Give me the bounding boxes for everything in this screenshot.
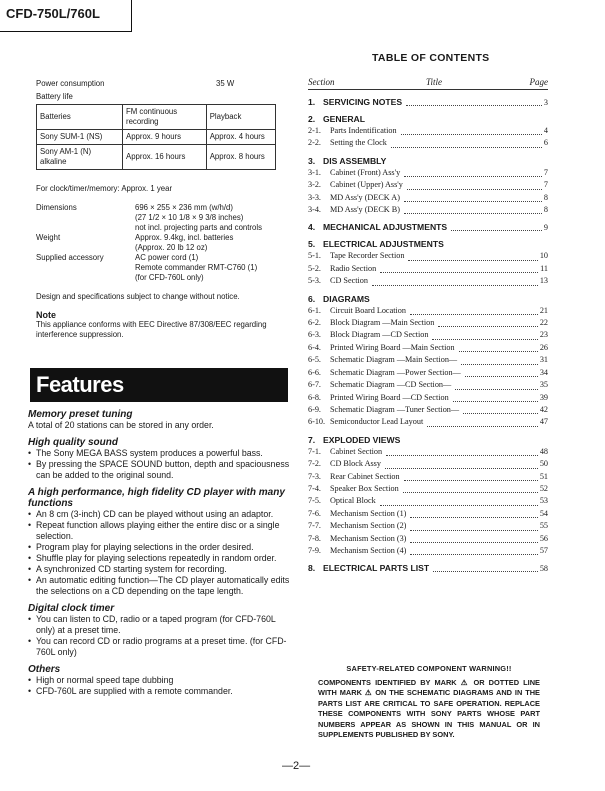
toc-section-heading [308, 222, 548, 233]
dimensions-label: Dimensions [36, 203, 77, 212]
toc-section-title: ELECTRICAL ADJUSTMENTS [323, 239, 444, 250]
toc-leader [401, 133, 542, 135]
feature-bullet: • CFD-760L are supplied with a remote commander. [28, 686, 290, 697]
toc-entry [308, 367, 548, 379]
toc-leader [410, 516, 537, 518]
power-value: 35 W [216, 79, 235, 88]
toc-leader [432, 338, 537, 340]
toc-leader [453, 400, 538, 402]
toc-page: 56 [539, 533, 548, 543]
toc-entry-number: 6-7. [308, 380, 321, 390]
toc-entry [308, 342, 548, 354]
power-row [36, 79, 288, 89]
toc-page: 26 [539, 342, 548, 352]
toc-page: 7 [543, 180, 548, 190]
toc-entry-number: 3-4. [308, 205, 321, 215]
weight-row [36, 233, 288, 253]
feature-bullet: • You can record CD or radio programs at a preset time. (for CFD-760L only) [28, 636, 290, 658]
battery-header-cell: FM continuous recording [123, 105, 207, 130]
toc-col-title: Title [426, 77, 443, 87]
battery-cell: Approx. 8 hours [206, 145, 275, 170]
note-text: This appliance conforms with EEC Directive 87/308/EEC regarding interference suppression. [36, 320, 267, 339]
toc-page: 54 [539, 508, 548, 518]
toc-entry-title: Circuit Board Location [330, 305, 406, 315]
toc-entry-title: Schematic Diagram —Tuner Section— [330, 404, 460, 414]
toc-page: 22 [539, 318, 548, 328]
feature-bullet: • A synchronized CD starting system for recording. [28, 564, 290, 575]
toc-entry [308, 545, 548, 557]
toc-page: 50 [539, 459, 548, 469]
toc-entry [308, 392, 548, 404]
battery-table-row [37, 145, 276, 170]
battery-header-cell: Batteries [37, 105, 123, 130]
toc-entry-number: 3-3. [308, 192, 321, 202]
feature-bullet: • By pressing the SPACE SOUND button, depth and spaciousness can be added to the original sound. [28, 459, 290, 481]
feature-bullet: • Shuffle play for playing selections repeatedly in random order. [28, 553, 290, 564]
feature-heading: High quality sound [28, 437, 118, 448]
toc-section-number: 2. [308, 114, 316, 124]
toc-section-number: 4. [308, 222, 316, 233]
toc-section-title: SERVICING NOTES [323, 97, 403, 107]
toc-section-heading [308, 239, 548, 250]
toc-page: 3 [543, 98, 548, 107]
features-list [28, 407, 290, 697]
toc-leader [380, 271, 538, 273]
toc-entry [308, 533, 548, 545]
toc-page: 10 [539, 251, 548, 261]
toc-entry-title: Cabinet (Upper) Ass'y [330, 180, 403, 190]
toc-entry [308, 404, 548, 416]
toc-entry-number: 6-1. [308, 305, 321, 315]
toc-leader [406, 104, 542, 106]
toc-page: 52 [539, 483, 548, 493]
toc-section-number: 5. [308, 239, 316, 250]
toc-entry [308, 354, 548, 366]
accessory-value: AC power cord (1) Remote commander RMT-C760 (1) (for CFD-760L only) [135, 253, 258, 282]
toc-leader [410, 541, 537, 543]
clock-note: For clock/timer/memory: Approx. 1 year [36, 184, 173, 193]
toc-entry-title: CD Block Assy [330, 459, 381, 469]
toc-section-heading [308, 294, 548, 305]
feature-bullet: • The Sony MEGA BASS system produces a powerful bass. [28, 448, 290, 459]
toc-entry [308, 520, 548, 532]
toc-page: 57 [539, 545, 548, 555]
toc-entry-number: 5-1. [308, 251, 321, 261]
toc-section-heading [308, 97, 548, 108]
toc-entry-title: Mechanism Section (3) [330, 533, 407, 543]
toc-page: 58 [539, 564, 548, 574]
toc-page: 4 [543, 126, 548, 135]
toc-leader [463, 412, 538, 414]
toc-leader [404, 175, 542, 177]
toc-section-title: GENERAL [323, 114, 366, 124]
toc-page: 39 [539, 392, 548, 402]
toc-leader [372, 284, 538, 286]
toc-section-number: 8. [308, 563, 316, 574]
toc-entry [308, 416, 548, 428]
toc-section-number: 1. [308, 97, 316, 107]
toc-entry-number: 6-6. [308, 367, 321, 377]
toc-page: 11 [540, 263, 548, 273]
toc-entry-number: 7-8. [308, 533, 321, 543]
toc-list [308, 93, 548, 580]
safety-title: SAFETY-RELATED COMPONENT WARNING!! [346, 664, 512, 673]
toc-entry-title: Cabinet (Front) Ass'y [330, 167, 401, 177]
toc-entry-title: Tape Recorder Section [330, 251, 405, 261]
toc-section-number: 7. [308, 434, 316, 445]
toc-entry-number: 6-10. [308, 417, 326, 427]
toc-entry-number: 6-8. [308, 392, 321, 402]
toc-entry-title: Block Diagram —Main Section [330, 318, 435, 328]
toc-entry [308, 329, 548, 341]
toc-entry-title: CD Section [330, 276, 368, 286]
toc-section-heading [308, 563, 548, 574]
toc-page: 34 [539, 367, 548, 377]
toc-entry [308, 167, 548, 179]
battery-cell: Sony SUM-1 (NS) [37, 130, 123, 145]
toc-entry [308, 125, 548, 137]
toc-page: 31 [539, 355, 548, 365]
safety-warning [318, 664, 540, 741]
feature-bullet: • An 8 cm (3-inch) CD can be played without using an adaptor. [28, 509, 290, 520]
toc-entry [308, 204, 548, 216]
toc-page: 6 [543, 138, 548, 148]
toc-leader [380, 504, 538, 506]
toc-entry-number: 7-7. [308, 521, 321, 531]
toc-leader [391, 146, 542, 148]
toc-entry [308, 250, 548, 262]
toc-entry [308, 263, 548, 275]
toc-leader [410, 313, 538, 315]
toc-entry [308, 483, 548, 495]
toc-entry-title: Mechanism Section (4) [330, 545, 407, 555]
battery-label: Battery life [36, 92, 73, 101]
toc-leader [385, 467, 538, 469]
toc-entry [308, 471, 548, 483]
toc-entry-number: 6-4. [308, 342, 321, 352]
toc-entry [308, 379, 548, 391]
model-title: CFD-750L/760L [6, 6, 100, 21]
accessory-label: Supplied accessory [36, 253, 104, 262]
toc-section-heading [308, 435, 548, 446]
toc-entry-number: 2-1. [308, 126, 321, 135]
toc-entry-title: Setting the Clock [330, 138, 387, 148]
toc-entry [308, 137, 548, 149]
toc-entry-title: Mechanism Section (2) [330, 521, 407, 531]
toc-entry [308, 192, 548, 204]
feature-bullet: • High or normal speed tape dubbing [28, 675, 290, 686]
toc-entry-title: Radio Section [330, 263, 377, 273]
toc-leader [410, 529, 537, 531]
toc-col-page: Page [529, 77, 548, 87]
toc-entry [308, 458, 548, 470]
toc-page: 35 [539, 380, 548, 390]
feature-text: A total of 20 stations can be stored in any order. [28, 420, 214, 430]
accessory-row [36, 253, 288, 283]
toc-title: TABLE OF CONTENTS [372, 52, 490, 64]
toc-col-section: Section [308, 77, 335, 87]
weight-label: Weight [36, 233, 61, 242]
toc-section-title: MECHANICAL ADJUSTMENTS [323, 222, 448, 233]
toc-entry-number: 7-9. [308, 545, 321, 555]
toc-page: 47 [539, 417, 548, 427]
design-note: Design and specifications subject to change without notice. [36, 292, 240, 301]
toc-section-title: DIAGRAMS [323, 293, 370, 304]
feature-bullet: • Repeat function allows playing either the entire disc or a single selection. [28, 520, 290, 542]
toc-entry-number: 2-2. [308, 138, 321, 148]
feature-heading: Digital clock timer [28, 603, 115, 614]
toc-entry-title: Parts Indentification [330, 126, 397, 135]
weight-value: Approx. 9.4kg, incl. batteries (Approx. 20 lb 12 oz) [135, 233, 234, 252]
battery-cell: Approx. 16 hours [123, 145, 207, 170]
toc-leader [410, 553, 537, 555]
toc-leader [438, 325, 537, 327]
toc-leader [407, 188, 542, 190]
toc-page: 48 [539, 446, 548, 456]
toc-entry-title: Semiconductor Lead Layout [330, 417, 424, 427]
toc-page: 23 [539, 330, 548, 340]
toc-section-heading [308, 114, 548, 125]
toc-section-title: EXPLODED VIEWS [323, 434, 401, 445]
toc-entry-title: Schematic Diagram —CD Section— [330, 380, 452, 390]
toc-entry-title: MD Ass'y (DECK A) [330, 192, 400, 202]
toc-entry-title: Schematic Diagram —Main Section— [330, 355, 458, 365]
toc-entry [308, 508, 548, 520]
battery-header-cell: Playback [206, 105, 275, 130]
toc-leader [404, 212, 542, 214]
toc-page: 55 [539, 521, 548, 531]
toc-entry-number: 5-2. [308, 263, 321, 273]
toc-entry-title: Block Diagram —CD Section [330, 330, 429, 340]
toc-entry-number: 5-3. [308, 276, 321, 286]
toc-entry-number: 7-6. [308, 508, 321, 518]
toc-entry-number: 7-5. [308, 496, 321, 506]
feature-bullet: • You can listen to CD, radio or a taped program (for CFD-760L only) at a preset time. [28, 614, 290, 636]
note-heading: Note [36, 310, 56, 320]
safety-text: COMPONENTS IDENTIFIED BY MARK ⚠ OR DOTTED LINE WITH MARK ⚠ ON THE SCHEMATIC DIAGRAMS AND IN THE PARTS LIST ARE CRITICAL TO SAFE OPERATION. REPLACE THESE COMPONENTS WITH SONY PARTS WHOSE PART NUMBERS APPEAR AS SHOWN IN THIS MANUAL OR IN SUPPLEMENTS PUBLISHED BY SONY. [318, 677, 540, 739]
toc-entry [308, 305, 548, 317]
toc-entry [308, 446, 548, 458]
toc-page: 13 [539, 276, 548, 286]
feature-heading: A high performance, high fidelity CD player with many functions [28, 487, 285, 509]
battery-cell: Approx. 4 hours [206, 130, 275, 145]
battery-cell: Approx. 9 hours [123, 130, 207, 145]
toc-entry-number: 6-3. [308, 330, 321, 340]
toc-entry-title: Mechanism Section (1) [330, 508, 407, 518]
toc-entry-title: MD Ass'y (DECK B) [330, 205, 400, 215]
toc-entry [308, 275, 548, 287]
toc-entry-number: 3-1. [308, 167, 321, 177]
toc-leader [459, 350, 538, 352]
toc-entry-number: 7-4. [308, 483, 321, 493]
toc-page: 51 [539, 471, 548, 481]
toc-section-title: ELECTRICAL PARTS LIST [323, 563, 430, 574]
toc-entry-number: 6-2. [308, 318, 321, 328]
page-number: —2— [282, 760, 311, 772]
battery-table-row [37, 130, 276, 145]
toc-entry-title: Printed Wiring Board —CD Section [330, 392, 449, 402]
toc-section-number: 3. [308, 155, 316, 166]
toc-page: 21 [539, 305, 548, 315]
toc-leader [455, 388, 538, 390]
toc-leader [433, 570, 538, 572]
toc-page: 42 [539, 404, 548, 414]
header-vertical-rule [131, 0, 132, 32]
toc-page: 9 [543, 223, 548, 233]
toc-leader [408, 259, 537, 261]
battery-table-header [37, 105, 276, 130]
toc-entry-title: Speaker Box Section [330, 483, 399, 493]
feature-bullet: • An automatic editing function—The CD player automatically edits the selections on a CD depending on the tape length. [28, 575, 290, 597]
toc-entry-title: Cabinet Section [330, 446, 383, 456]
dimensions-row [36, 203, 288, 233]
toc-entry-title: Rear Cabinet Section [330, 471, 400, 481]
header-rule [0, 31, 132, 32]
toc-entry-number: 7-3. [308, 471, 321, 481]
toc-entry [308, 317, 548, 329]
power-label: Power consumption [36, 79, 105, 88]
battery-cell: Sony AM-1 (N) alkaline [37, 145, 123, 170]
toc-leader [427, 425, 538, 427]
feature-heading: Memory preset tuning [28, 409, 133, 420]
dimensions-value: 696 × 255 × 236 mm (w/h/d) (27 1/2 × 10 1/8 × 9 3/8 inches) not incl. projecting parts and controls [135, 203, 262, 232]
toc-section-number: 6. [308, 293, 316, 304]
toc-section-heading [308, 156, 548, 167]
toc-entry [308, 179, 548, 191]
toc-page: 53 [539, 496, 548, 506]
toc-leader [386, 454, 538, 456]
toc-entry-number: 6-5. [308, 355, 321, 365]
toc-entry-title: Printed Wiring Board —Main Section [330, 342, 455, 352]
toc-page: 8 [543, 192, 548, 202]
feature-bullet: • Program play for playing selections in the order desired. [28, 542, 290, 553]
feature-heading: Others [28, 664, 61, 675]
toc-entry-number: 7-2. [308, 459, 321, 469]
toc-entry [308, 495, 548, 507]
toc-rule [308, 89, 548, 90]
toc-entry-number: 3-2. [308, 180, 321, 190]
toc-leader [404, 479, 538, 481]
toc-entry-number: 6-9. [308, 404, 321, 414]
features-title: Features [36, 372, 124, 397]
toc-section-title: DIS ASSEMBLY [323, 155, 387, 166]
toc-entry-number: 7-1. [308, 446, 321, 456]
toc-page: 7 [543, 167, 548, 177]
toc-page: 8 [543, 205, 548, 215]
toc-entry-title: Schematic Diagram —Power Section— [330, 367, 461, 377]
battery-table [36, 104, 276, 170]
toc-entry-title: Optical Block [330, 496, 376, 506]
toc-leader [404, 200, 542, 202]
toc-leader [461, 363, 538, 365]
toc-leader [451, 229, 542, 231]
toc-leader [403, 491, 538, 493]
toc-leader [465, 375, 538, 377]
specs-block [36, 79, 288, 340]
